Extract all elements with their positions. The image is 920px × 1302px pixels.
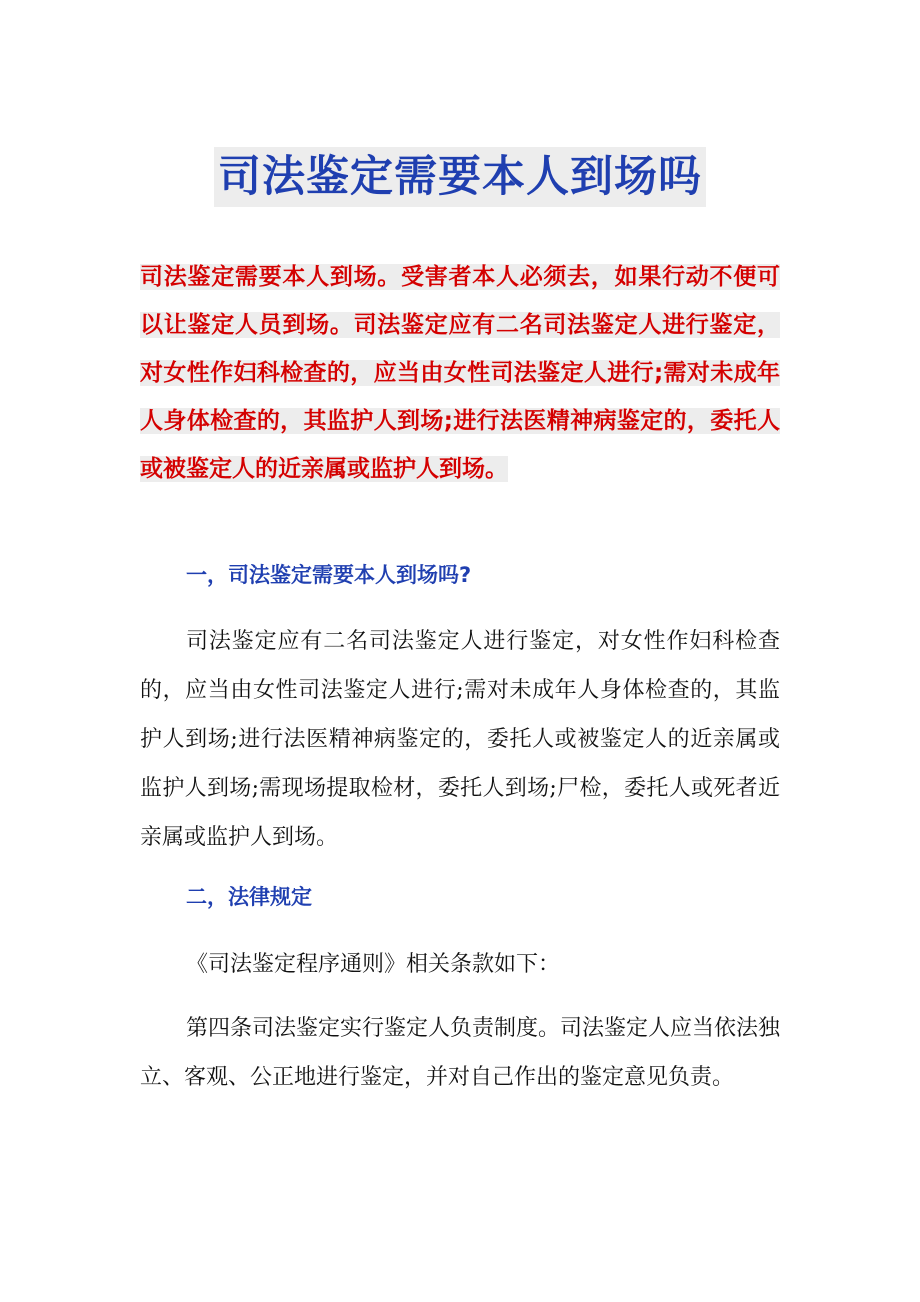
title-container	[0, 118, 920, 236]
document-title: 司法鉴定需要本人到场吗	[214, 147, 706, 207]
section-heading-2: 二，法律规定	[186, 885, 312, 909]
summary-paragraph	[140, 253, 780, 493]
section-heading-1: 一，司法鉴定需要本人到场吗?	[186, 563, 472, 587]
section-2-article-paragraph: 第四条司法鉴定实行鉴定人负责制度。司法鉴定人应当依法独立、客观、公正地进行鉴定，并对自己作出的鉴定意见负责。	[140, 1016, 781, 1090]
summary-text: 司法鉴定需要本人到场。受害者本人必须去，如果行动不便可以让鉴定人员到场。司法鉴定应有二名司法鉴定人进行鉴定，对女性作妇科检查的，应当由女性司法鉴定人进行;需对未成年人身体检查的，其监护人到场;进行法医精神病鉴定的，委托人或被鉴定人的近亲属或监护人到场。	[140, 264, 780, 482]
section-2-intro-paragraph: 《司法鉴定程序通则》相关条款如下：	[186, 952, 561, 977]
section-1-paragraph: 司法鉴定应有二名司法鉴定人进行鉴定，对女性作妇科检查的，应当由女性司法鉴定人进行;需对未成年人身体检查的，其监护人到场;进行法医精神病鉴定的，委托人或被鉴定人的近亲属或监护人到场;需现场提取检材，委托人到场;尸检，委托人或死者近亲属或监护人到场。	[140, 629, 780, 850]
